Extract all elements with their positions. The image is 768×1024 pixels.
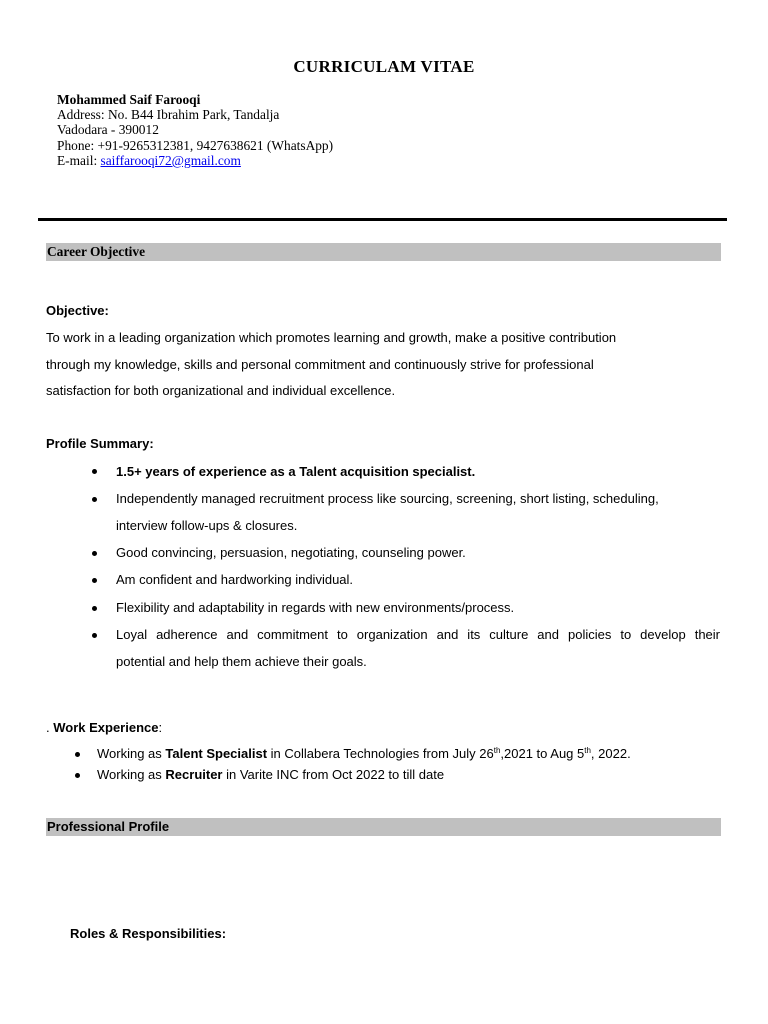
bullet-icon	[92, 606, 97, 611]
work-item-role: Recruiter	[165, 767, 223, 782]
ordinal-suffix: th	[493, 746, 501, 755]
email-label: E-mail:	[57, 153, 101, 168]
work-item-text: , 2022.	[590, 746, 631, 761]
work-item-text: Working as	[97, 746, 166, 761]
phone-line: Phone: +91-9265312381, 9427638621 (WhatsApp)	[57, 138, 334, 153]
work-item-collabera	[97, 746, 631, 761]
summary-item-recruitment-cont: interview follow-ups & closures.	[116, 518, 298, 533]
roles-heading: Roles & Responsibilities:	[70, 926, 227, 941]
bullet-icon	[75, 773, 80, 778]
ordinal-suffix: th	[584, 746, 591, 755]
work-item-varite	[97, 767, 444, 782]
summary-item-experience: 1.5+ years of experience as a Talent acquisition specialist.	[116, 464, 476, 479]
summary-item-confident: Am confident and hardworking individual.	[116, 572, 354, 587]
work-item-text: ,2021 to Aug 5	[500, 746, 585, 761]
bullet-icon	[92, 578, 97, 583]
address-line: Address: No. B44 Ibrahim Park, Tandalja	[57, 107, 280, 122]
summary-item-loyal-cont: potential and help them achieve their goals.	[116, 654, 367, 669]
profile-summary-heading: Profile Summary:	[46, 436, 154, 451]
section-title-professional-profile: Professional Profile	[47, 819, 170, 834]
work-experience-heading	[46, 720, 162, 735]
work-experience-prefix: .	[46, 720, 54, 735]
objective-line-2: through my knowledge, skills and personal commitment and continuously strive for professional	[46, 357, 594, 372]
bullet-icon	[92, 497, 97, 502]
work-item-role: Talent Specialist	[165, 746, 268, 761]
section-bar-professional-profile	[46, 818, 721, 836]
bullet-icon	[92, 551, 97, 556]
work-experience-label: Work Experience	[53, 720, 159, 735]
summary-item-recruitment: Independently managed recruitment process like sourcing, screening, short listing, scheduling,	[116, 491, 659, 506]
objective-line-1: To work in a leading organization which promotes learning and growth, make a positive contribution	[46, 330, 617, 345]
email-link[interactable]: saiffarooqi72@gmail.com	[100, 153, 241, 168]
email-line	[57, 153, 241, 168]
work-item-text: in Varite INC from Oct 2022 to till date	[222, 767, 445, 782]
work-item-text: Working as	[97, 767, 166, 782]
bullet-icon	[75, 752, 80, 757]
cv-title: CURRICULAM VITAE	[293, 57, 475, 76]
summary-item-flexibility: Flexibility and adaptability in regards with new environments/process.	[116, 600, 515, 615]
summary-item-loyal: Loyal adherence and commitment to organization and its culture and policies to develop their	[116, 627, 720, 642]
bullet-icon	[92, 469, 97, 474]
objective-heading: Objective:	[46, 303, 109, 318]
section-title-career-objective: Career Objective	[47, 244, 146, 259]
work-item-text: in Collabera Technologies from July 26	[267, 746, 494, 761]
work-experience-colon: :	[158, 720, 163, 735]
summary-item-convincing: Good convincing, persuasion, negotiating, counseling power.	[116, 545, 466, 560]
header-divider	[38, 218, 727, 221]
section-bar-career-objective	[46, 243, 721, 261]
city-line: Vadodara - 390012	[57, 122, 159, 137]
objective-line-3: satisfaction for both organizational and individual excellence.	[46, 383, 396, 398]
bullet-icon	[92, 633, 97, 638]
candidate-name: Mohammed Saif Farooqi	[57, 92, 201, 107]
